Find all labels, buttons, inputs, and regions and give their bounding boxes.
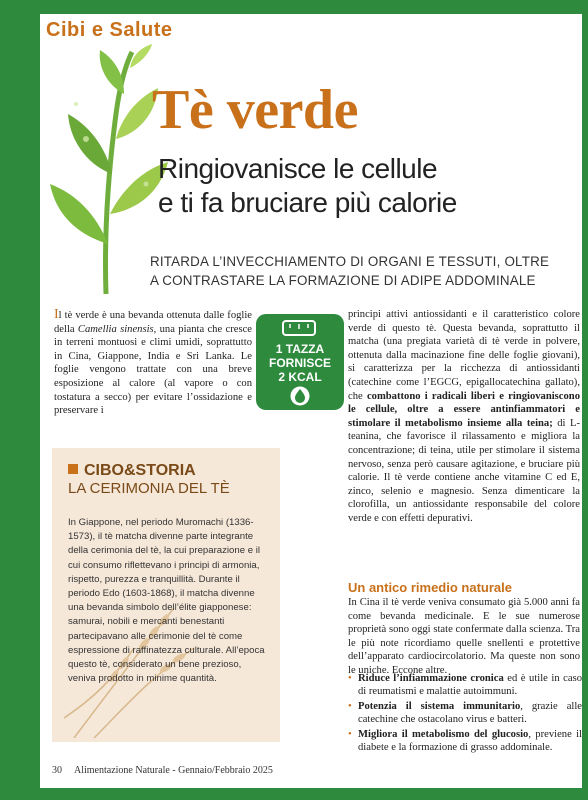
bullet-bold: Riduce l’infiammazione cronica	[358, 673, 504, 684]
bullet-text: , grazie alle catechine che ostacolano virus e batteri.	[358, 700, 582, 726]
badge-line-1: 1 TAZZA	[275, 342, 325, 356]
scale-icon	[282, 320, 316, 336]
col1-italic: Camellia sinensis	[77, 323, 154, 335]
bullet-text: , previene il diabete e la formazione di grasso addominale.	[358, 728, 582, 754]
right-border	[582, 0, 588, 800]
box-heading	[68, 462, 230, 497]
col1-text-b: , una pianta che cresce in terreni montuosi e climi umidi, soprattutto in Cina, Giappone, India e Sri Lanka. Le foglie vengono trattate con una breve esposizione al calore (al vapore o con tostatura a secco) per evitare l’ossidazione e preservare i	[54, 323, 252, 417]
page-number: 30	[52, 765, 62, 776]
box-title-text: CIBO&STORIA	[84, 462, 196, 479]
cibo-storia-box	[52, 448, 280, 742]
article-column-2	[348, 308, 580, 526]
box-subtitle: LA CERIMONIA DEL TÈ	[68, 480, 230, 497]
bullet-bold: Potenzia il sistema immunitario	[358, 700, 521, 712]
publication-name: Alimentazione Naturale - Gennaio/Febbraio 2025	[74, 765, 273, 776]
bullet-text: ed è utile in caso di reumatismi e malattie autoimmuni.	[358, 673, 582, 698]
drop-cap: I	[54, 307, 59, 322]
kicker-line-1: RITARDA L’INVECCHIAMENTO DI ORGANI E TESSUTI, OLTRE	[150, 254, 550, 269]
article-kicker	[150, 252, 580, 290]
col1-text-a: l tè verde è una bevanda ottenuta dalle foglie della	[54, 310, 252, 335]
flame-icon	[290, 386, 310, 406]
article-column-1	[54, 308, 252, 418]
col2-text-a: principi attivi antiossidanti e il caratteristico colore verde di questo tè. Questa bevanda, soprattutto il matcha (una pregiata varietà di tè verde in polvere, ottenuta dalla macinazione fine delle foglie giovani), si caratterizza per la ricchezza di antiossidanti (catechine come l’EGCG, epigallocatechina gallato), che	[348, 309, 580, 402]
kicker-line-2: A CONTRASTARE LA FORMAZIONE DI ADIPE ADDOMINALE	[150, 273, 536, 288]
magazine-page	[40, 14, 582, 788]
badge-line-3: 2 KCAL	[278, 370, 322, 384]
box-text: In Giappone, nel periodo Muromachi (1336-1573), il tè matcha divenne parte integrante della cerimonia del tè, la cui preparazione e il cui consumo riflettevano i principi di armonia, rispetto, purezza e tranquillità. Durante il periodo Edo (1603-1868), il matcha divenne una bevanda simbolo dell’élite giapponese: samurai, nobili e mercanti benestanti partecipavano alle cerimonie del tè come espressione di raffinatezza culturale. All’epoca questo tè, considerato un bene prezioso, veniva prodotto in minime quantità.	[68, 517, 265, 685]
subtitle-line-2: e ti fa bruciare più calorie	[158, 187, 457, 218]
subtitle-line-1: Ringiovanisce le cellule	[158, 153, 438, 184]
list-item	[348, 728, 582, 755]
article-title: Tè verde	[152, 79, 358, 141]
bullet-bold: Migliora il metabolismo del glucosio	[358, 728, 529, 740]
list-item	[348, 700, 582, 727]
benefits-list	[348, 672, 582, 755]
col2-text-b: di L-teanina, che favorisce il rilassamento e migliora la concentrazione; di teina, utile per stimolare il sistema nervoso, senza però causare agitazione, e bruciare più calorie. Il tè verde contiene anche vitamine C ed E, zinco, selenio e magnesio. Senza dimenticare la clorofilla, un antiossidante responsabile del colore verde e con effetti depurativi.	[348, 417, 580, 524]
list-item	[348, 672, 582, 699]
top-border	[0, 0, 588, 14]
section-heading: Un antico rimedio naturale	[348, 580, 512, 595]
square-bullet-icon	[68, 464, 78, 474]
section-intro: In Cina il tè verde veniva consumato già 5.000 anni fa come bevanda medicinale. E le sue numerose proprietà sono oggi state confermate dalla scienza. Tra le più note ricordiamo quelle snellenti e protettive dell’apparato cardiocircolatorio. Ma queste non sono le uniche. Eccone altre.	[348, 597, 580, 676]
calorie-badge	[256, 314, 344, 410]
left-border	[0, 0, 40, 800]
badge-line-2: FORNISCE	[268, 356, 331, 370]
box-title	[68, 462, 230, 480]
article-subtitle	[158, 152, 578, 220]
section-label: Cibi e Salute	[40, 14, 181, 44]
page-footer	[52, 765, 273, 776]
bottom-border	[0, 788, 588, 800]
col2-bold: combattono i radicali liberi e ringiovaniscono le cellule, oltre a essere antinfiammatori e stimolare il metabolismo insieme alla teina;	[348, 390, 580, 429]
